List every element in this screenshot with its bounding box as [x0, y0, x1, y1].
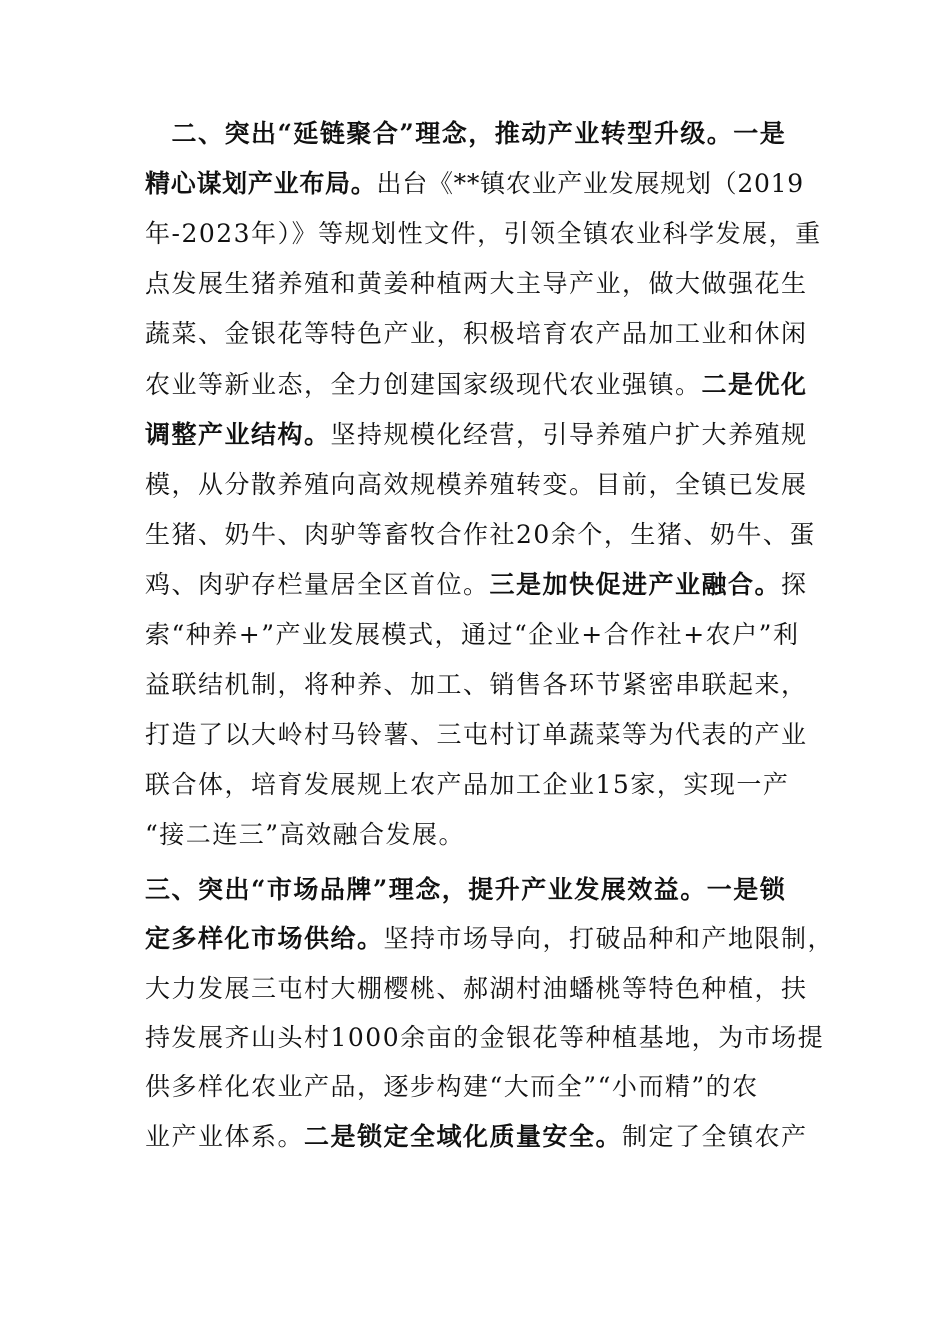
text-line [145, 870, 825, 910]
text-run: 年-2023年）》等规划性文件，引领全镇农业科学发展，重 [145, 219, 822, 249]
text-run: 联合体，培育发展规上农产品加工企业15家，实现一产 [145, 770, 790, 800]
text-run: 模，从分散养殖向高效规模养殖转变。目前，全镇已发展 [145, 469, 808, 499]
text-line [145, 815, 825, 855]
bold-phrase: 二是优化 [701, 369, 808, 399]
text-line [145, 919, 835, 959]
text-run: 供多样化农业产品，逐步构建“大而全”“小而精”的农 [145, 1072, 759, 1102]
bold-phrase: 定多样化市场供给。 [145, 924, 384, 954]
text-line [145, 765, 825, 805]
text-line [145, 264, 825, 304]
text-run: 持发展齐山头村1000余亩的金银花等种植基地，为市场提 [145, 1022, 825, 1052]
text-run: 点发展生猪养殖和黄姜种植两大主导产业，做大做强花生 [145, 269, 808, 299]
text-run: 业产业体系。 [145, 1121, 305, 1151]
bold-phrase: 三、突出“市场品牌”理念，提升产业发展效益。一是锁 [145, 875, 787, 904]
text-line [145, 114, 825, 154]
text-run: 坚持规模化经营，引导养殖户扩大养殖规 [330, 419, 808, 449]
text-line [145, 1117, 825, 1157]
text-line [145, 1018, 825, 1058]
text-line [145, 969, 825, 1009]
text-run: 坚持市场导向，打破品种和产地限制， [383, 924, 835, 954]
text-line [145, 465, 825, 505]
text-line [145, 415, 825, 455]
text-line [145, 214, 825, 254]
text-line [145, 515, 825, 555]
text-run: 农业等新业态，全力创建国家级现代农业强镇。 [145, 369, 702, 399]
bold-phrase: 三是加快促进产业融合。 [489, 569, 782, 599]
text-line [145, 164, 825, 204]
bold-phrase: 调整产业结构。 [145, 419, 331, 449]
text-run: 益联结机制，将种养、加工、销售各环节紧密串联起来， [145, 670, 808, 700]
text-run: 出台《**镇农业产业发展规划（2019 [376, 169, 804, 199]
bold-phrase: 精心谋划产业布局。 [145, 169, 377, 199]
text-line [145, 665, 825, 705]
text-run: 探 [781, 569, 808, 599]
text-line [145, 715, 825, 755]
text-line [145, 1067, 825, 1107]
text-run: 生猪、奶牛、肉驴等畜牧合作社20余个，生猪、奶牛、蛋 [145, 519, 816, 549]
bold-phrase: 二是锁定全域化质量安全。 [304, 1121, 623, 1151]
bold-phrase: 二、突出“延链聚合”理念，推动产业转型升级。一是 [145, 119, 787, 148]
text-run: 制定了全镇农产 [622, 1121, 808, 1151]
text-run: 蔬菜、金银花等特色产业，积极培育农产品加工业和休闲 [145, 319, 808, 349]
text-run: 鸡、肉驴存栏量居全区首位。 [145, 569, 490, 599]
text-run: 打造了以大岭村马铃薯、三屯村订单蔬菜等为代表的产业 [145, 720, 808, 750]
text-line [145, 615, 825, 655]
text-run: 大力发展三屯村大棚樱桃、郝湖村油蟠桃等特色种植，扶 [145, 973, 808, 1003]
text-run: “接二连三”高效融合发展。 [145, 820, 466, 850]
text-run: 索“种养+”产业发展模式，通过“企业+合作社+农户”利 [145, 620, 800, 649]
text-line [145, 314, 825, 354]
text-line [145, 565, 825, 605]
text-line [145, 365, 825, 405]
